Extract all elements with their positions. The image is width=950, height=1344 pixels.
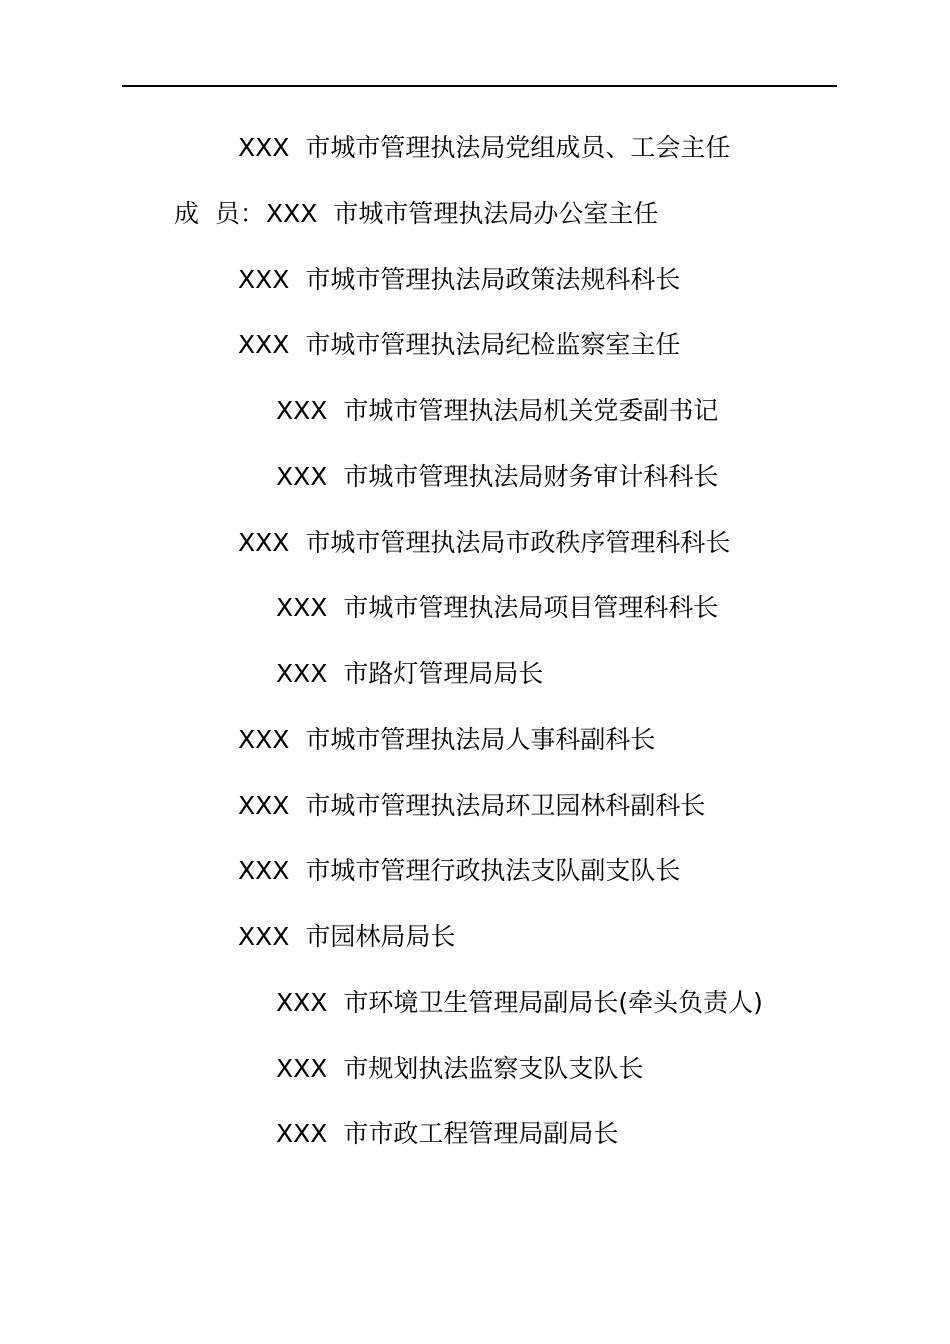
member-title: 市规划执法监察支队支队长 [343, 1054, 644, 1083]
member-name: XXX [238, 528, 290, 557]
header-rule [122, 85, 837, 87]
member-title: 市城市管理执法局政策法规科科长 [305, 265, 681, 294]
member-line [276, 593, 718, 623]
member-name: XXX [276, 1119, 328, 1148]
member-title: 市环境卫生管理局副局长(牵头负责人) [343, 988, 763, 1017]
member-line [238, 856, 680, 886]
member-line [238, 265, 680, 295]
member-title: 市城市管理执法局人事科副科长 [305, 725, 656, 754]
member-title: 市城市管理执法局环卫园林科副科长 [305, 791, 706, 820]
member-title: 市城市管理执法局机关党委副书记 [343, 396, 719, 425]
member-line [276, 396, 718, 426]
member-name: XXX [276, 659, 328, 688]
member-title: 市城市管理执法局项目管理科科长 [343, 593, 719, 622]
member-title: 市园林局局长 [305, 922, 456, 951]
member-name: XXX [276, 988, 328, 1017]
member-line [238, 791, 705, 821]
member-line [276, 1119, 618, 1149]
member-name: XXX [266, 199, 318, 228]
member-name: XXX [276, 462, 328, 491]
member-line [276, 462, 718, 492]
member-line [238, 528, 730, 558]
member-name: XXX [238, 856, 290, 885]
member-line [276, 1054, 643, 1084]
member-title: 市城市管理执法局纪检监察室主任 [305, 330, 681, 359]
member-line [238, 133, 730, 163]
member-line [238, 330, 680, 360]
member-name: XXX [238, 265, 290, 294]
member-name: XXX [238, 330, 290, 359]
member-title: 市城市管理执法局党组成员、工会主任 [305, 133, 731, 162]
member-title: 市城市管理执法局市政秩序管理科科长 [305, 528, 731, 557]
member-line [238, 725, 655, 755]
member-name: XXX [238, 791, 290, 820]
member-name: XXX [276, 396, 328, 425]
member-line [276, 659, 543, 689]
member-name: XXX [238, 725, 290, 754]
member-name: XXX [276, 1054, 328, 1083]
member-name: XXX [238, 922, 290, 951]
member-name: XXX [238, 133, 290, 162]
member-line [276, 988, 763, 1018]
member-name: XXX [276, 593, 328, 622]
member-title: 市路灯管理局局长 [343, 659, 544, 688]
member-title: 市城市管理执法局办公室主任 [333, 199, 659, 228]
member-title: 市市政工程管理局副局长 [343, 1119, 619, 1148]
member-line [174, 199, 658, 229]
member-line [238, 922, 455, 952]
members-label: 成 员： [174, 199, 265, 228]
member-title: 市城市管理行政执法支队副支队长 [305, 856, 681, 885]
member-title: 市城市管理执法局财务审计科科长 [343, 462, 719, 491]
